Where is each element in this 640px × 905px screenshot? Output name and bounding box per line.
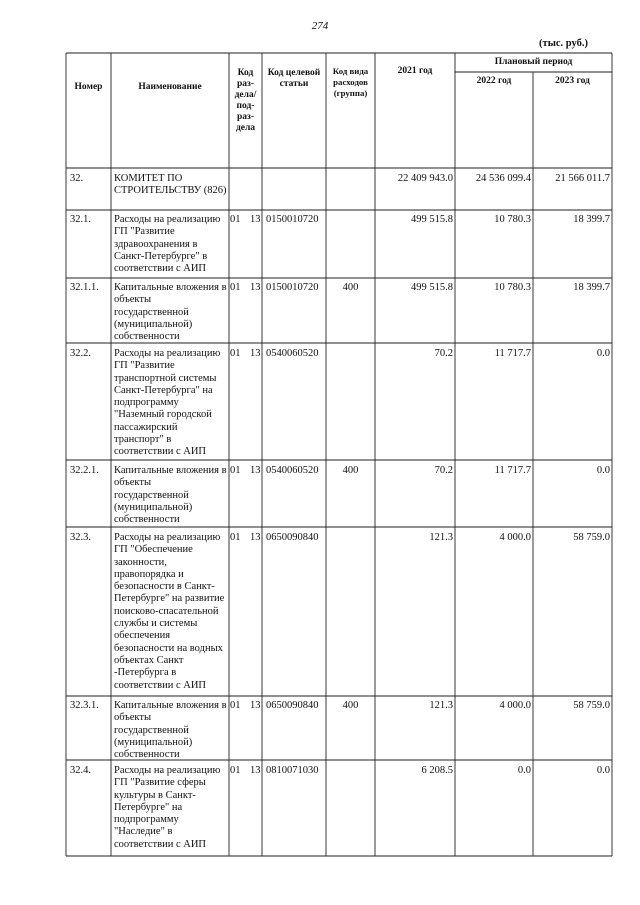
podrazdel-code: 13	[250, 282, 261, 293]
header-kod-razdela: Код раз- дела/ под- раз- дела	[234, 68, 257, 133]
value-2023: 21 566 011.7	[555, 173, 610, 184]
value-2023: 0.0	[596, 348, 610, 359]
header-kod-vida: Код вида расходов (группа)	[332, 66, 369, 98]
value-2023: 58 759.0	[573, 700, 610, 711]
celevaya-code: 0540060520	[266, 465, 319, 476]
celevaya-code: 0810071030	[266, 765, 319, 776]
value-2023: 0.0	[596, 765, 610, 776]
value-2021: 121.3	[429, 532, 453, 543]
page-number: 274	[311, 20, 329, 32]
header-2022: 2022 год	[476, 76, 512, 86]
podrazdel-code: 13	[250, 214, 261, 225]
podrazdel-code: 13	[250, 348, 261, 359]
row-number: 32.4.	[70, 765, 91, 776]
value-2021: 70.2	[434, 348, 453, 359]
value-2021: 121.3	[429, 700, 453, 711]
razdel-code: 01	[230, 465, 241, 476]
celevaya-code: 0540060520	[266, 348, 319, 359]
podrazdel-code: 13	[250, 765, 261, 776]
value-2022: 0.0	[517, 765, 531, 776]
value-2022: 11 717.7	[494, 348, 531, 359]
razdel-code: 01	[230, 532, 241, 543]
value-2022: 4 000.0	[499, 532, 531, 543]
row-number: 32.1.	[70, 214, 91, 225]
row-name: Капитальные вложения в объекты государственной (муниципальной) собственности	[114, 282, 227, 343]
value-2022: 10 780.3	[494, 214, 531, 225]
value-2022: 11 717.7	[494, 465, 531, 476]
celevaya-code: 0150010720	[266, 282, 319, 293]
razdel-code: 01	[230, 700, 241, 711]
row-number: 32.2.1.	[70, 465, 99, 476]
celevaya-code: 0150010720	[266, 214, 319, 225]
row-name: КОМИТЕТ ПО СТРОИТЕЛЬСТВУ (826)	[114, 173, 227, 197]
row-name: Расходы на реализацию ГП "Обеспечение законности, правопорядка и безопасности в Санкт-Петербурге" на развитие поисково-спасательной службы и системы обеспечения безопасности на водных объектах Санкт -Петербурга в соответствии с АИП	[114, 532, 225, 691]
value-2021: 499 515.8	[411, 214, 453, 225]
value-2022: 4 000.0	[499, 700, 531, 711]
razdel-code: 01	[230, 348, 241, 359]
vid-code: 400	[342, 700, 359, 711]
value-2023: 0.0	[596, 465, 610, 476]
podrazdel-code: 13	[250, 465, 261, 476]
value-2021: 22 409 943.0	[397, 173, 453, 184]
row-name: Капитальные вложения в объекты государственной (муниципальной) собственности	[114, 465, 227, 526]
row-name: Расходы на реализацию ГП "Развитие здравоохранения в Санкт-Петербурге" в соответствии с АИП	[114, 214, 221, 275]
units-note: (тыс. руб.)	[539, 38, 588, 49]
row-number: 32.	[70, 173, 84, 184]
header-planovy: Плановый период	[494, 57, 573, 67]
row-number: 32.2.	[70, 348, 91, 359]
podrazdel-code: 13	[250, 532, 261, 543]
row-name: Расходы на реализацию ГП "Развитие транспортной системы Санкт-Петербурга" на подпрограмму "Наземный городской пассажирский транспорт" в соответствии с АИП	[114, 348, 221, 458]
value-2021: 70.2	[434, 465, 453, 476]
row-number: 32.3.	[70, 532, 91, 543]
value-2022: 24 536 099.4	[475, 173, 531, 184]
row-name: Капитальные вложения в объекты государственной (муниципальной) собственности	[114, 700, 227, 761]
vid-code: 400	[342, 282, 359, 293]
row-name: Расходы на реализацию ГП "Развитие сферы культуры в Санкт-Петербурге" на подпрограмму "Наследие" в соответствии с АИП	[114, 765, 221, 850]
razdel-code: 01	[230, 214, 241, 225]
value-2021: 6 208.5	[421, 765, 453, 776]
value-2023: 58 759.0	[573, 532, 610, 543]
row-number: 32.1.1.	[70, 282, 99, 293]
celevaya-code: 0650090840	[266, 532, 319, 543]
header-naimenovanie: Наименование	[138, 82, 202, 92]
razdel-code: 01	[230, 765, 241, 776]
value-2022: 10 780.3	[494, 282, 531, 293]
header-kod-celevoy: Код целевой статьи	[267, 68, 321, 89]
row-number: 32.3.1.	[70, 700, 99, 711]
celevaya-code: 0650090840	[266, 700, 319, 711]
value-2021: 499 515.8	[411, 282, 453, 293]
vid-code: 400	[342, 465, 359, 476]
header-2021: 2021 год	[397, 66, 433, 76]
header-2023: 2023 год	[555, 76, 590, 86]
razdel-code: 01	[230, 282, 241, 293]
value-2023: 18 399.7	[573, 214, 610, 225]
header-nomer: Номер	[74, 82, 103, 92]
value-2023: 18 399.7	[573, 282, 610, 293]
podrazdel-code: 13	[250, 700, 261, 711]
